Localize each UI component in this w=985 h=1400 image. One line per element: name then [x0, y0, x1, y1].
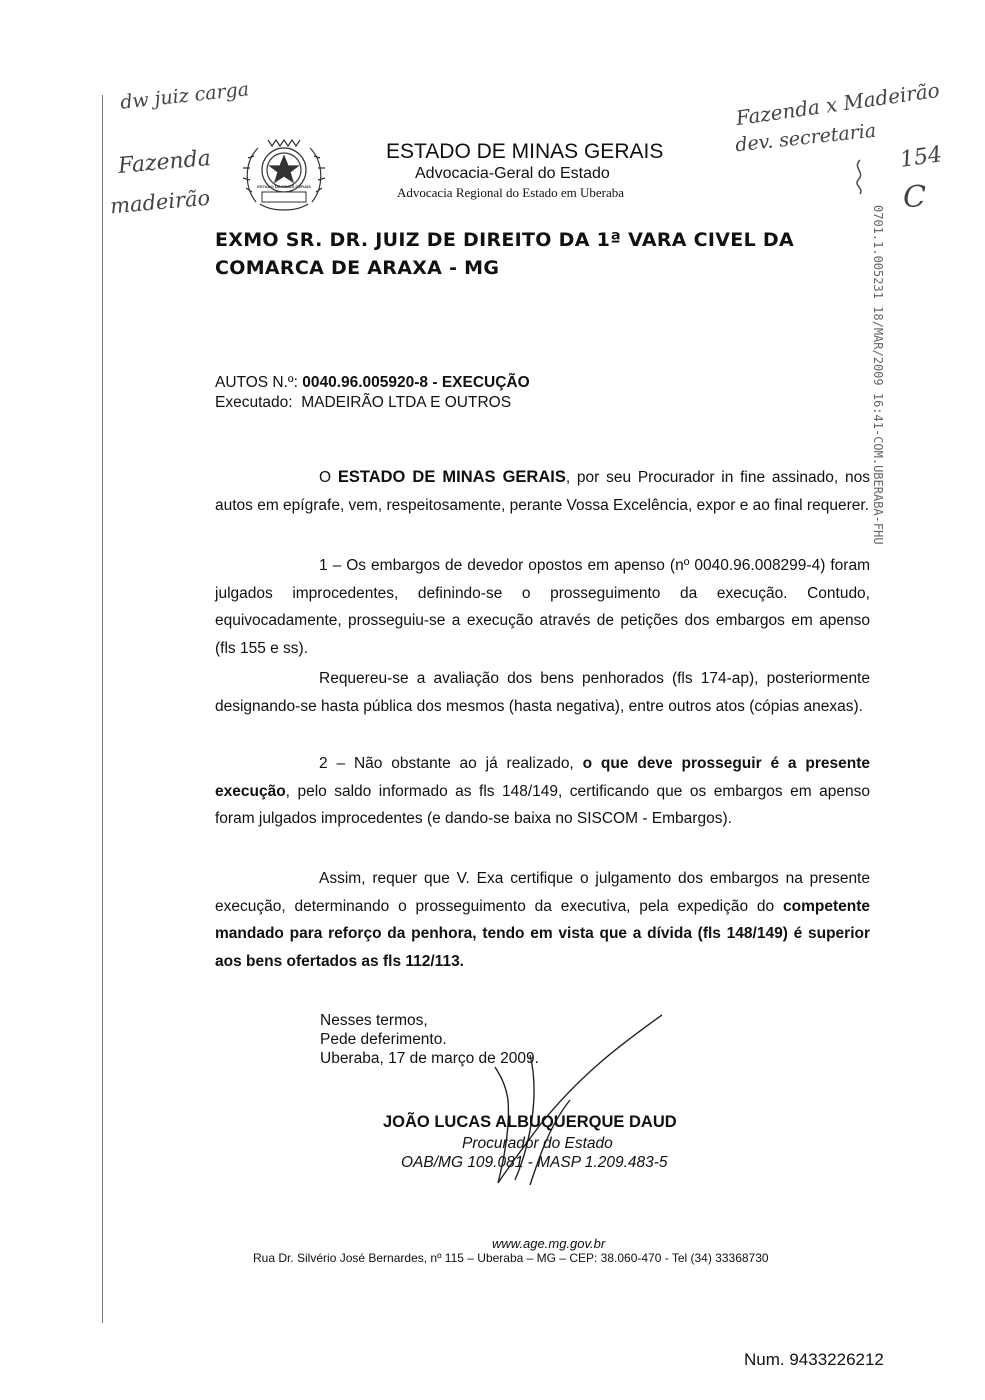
handwritten-note-madeirao: madeirão — [109, 185, 212, 219]
letterhead-subtitle: Advocacia-Geral do Estado — [415, 165, 610, 182]
protocol-stamp-text: 0701.1.005231 18/MAR/2009 16:41-COM.UBERABA-FHU — [871, 205, 885, 545]
page-margin-line — [102, 95, 103, 1323]
letterhead-title: ESTADO DE MINAS GERAIS — [386, 140, 664, 163]
paragraph-4 — [215, 865, 870, 975]
paragraph-1: 1 – Os embargos de devedor opostos em apenso (nº 0040.96.008299-4) foram julgados improcedentes, definindo-se o prosseguimento da execução. Contudo, equivocadamente, prosseguiu-se a execução através de petições dos embargos em apenso (fls 155 e ss). — [215, 557, 870, 657]
handwritten-page-number: 154 — [898, 142, 944, 173]
footer-website: www.age.mg.gov.br — [492, 1236, 606, 1251]
handwritten-rubric — [848, 158, 870, 196]
paragraph-3-emphasis: o que deve prosseguir é a presente execução — [215, 755, 870, 800]
paragraph-3 — [215, 750, 870, 833]
executado-label: Executado: — [215, 394, 293, 411]
handwritten-initial: C — [903, 180, 926, 215]
handwritten-note-fazenda: Fazenda — [117, 146, 212, 179]
signatory-role: Procurador do Estado — [462, 1135, 613, 1152]
autos-value: 0040.96.005920-8 - EXECUÇÃO — [302, 374, 530, 391]
paragraph-3-end: , pelo saldo informado as fls 148/149, certificando que os embargos em apenso foram julgados improcedentes (e dando-se baixa no SISCOM - Embargos). — [215, 782, 870, 827]
closing-line-2: Pede deferimento. — [320, 1031, 447, 1048]
paragraph-4-emphasis: competente mandado para reforço da penhora, tendo em vista que a dívida (fls 148/149) é superior aos bens ofertados as fls 112/113. — [215, 897, 870, 970]
paragraph-3-start: 2 – Não obstante ao já realizado, — [319, 755, 583, 772]
footer-address: Rua Dr. Silvério José Bernardes, nº 115 – Uberaba – MG – CEP: 38.060-470 - Tel (34) 33368730 — [253, 1251, 769, 1265]
closing-line-1: Nesses termos, — [320, 1012, 428, 1029]
closing-date: Uberaba, 17 de março de 2009. — [320, 1050, 539, 1067]
signatory-name: JOÃO LUCAS ALBUQUERQUE DAUD — [383, 1113, 677, 1131]
paragraph-2: Requereu-se a avaliação dos bens penhorados (fls 174-ap), posteriormente designando-se hasta pública dos mesmos (hasta negativa), entre outros atos (cópias anexas). — [215, 670, 870, 715]
handwritten-note-secretaria: dev. secretaria — [734, 119, 878, 157]
addressee-line-1: EXMO SR. DR. JUIZ DE DIREITO DA 1ª VARA CIVEL DA — [215, 229, 794, 251]
document-number: Num. 9433226212 — [744, 1350, 884, 1369]
signatory-registration: OAB/MG 109.081 - MASP 1.209.483-5 — [401, 1154, 668, 1171]
seal-banner-text: ESTADO DE MINAS GERAIS — [257, 184, 311, 189]
addressee — [215, 226, 875, 282]
handwritten-note-top-right: Fazenda x Madeirão — [734, 77, 942, 131]
case-info — [215, 373, 530, 413]
autos-label: AUTOS N.º: — [215, 374, 298, 391]
state-seal-icon — [238, 132, 330, 214]
intro-party-name: ESTADO DE MINAS GERAIS — [337, 468, 566, 486]
addressee-line-2: COMARCA DE ARAXA - MG — [215, 257, 500, 279]
paragraph-4-start: Assim, requer que V. Exa certifique o julgamento dos embargos na presente execução, determinando o prosseguimento da executiva, pela expedição do — [215, 870, 870, 915]
intro-text-start: O — [319, 469, 338, 486]
executado-value: MADEIRÃO LTDA E OUTROS — [301, 394, 512, 411]
handwritten-note-top-left: dw juiz carga — [119, 78, 251, 114]
intro-text-end: , por seu Procurador in fine assinado, nos autos em epígrafe, vem, respeitosamente, perante Vossa Excelência, expor e ao final requerer. — [215, 469, 870, 514]
letterhead-regional-office: Advocacia Regional do Estado em Uberaba — [397, 185, 625, 200]
intro-paragraph — [215, 464, 870, 519]
